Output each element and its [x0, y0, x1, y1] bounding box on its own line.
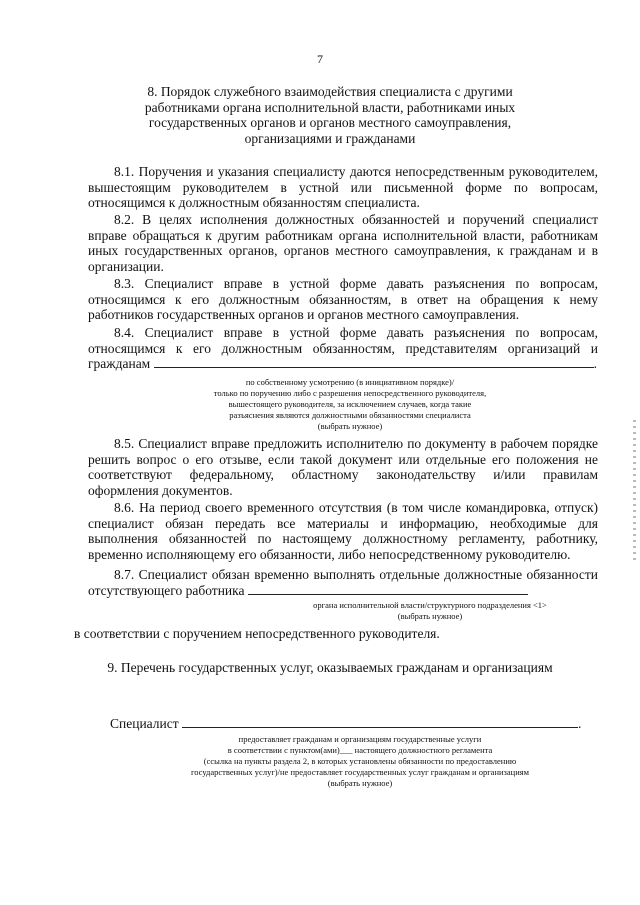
section-8-title-line: работниками органа исполнительной власти, работниками иных [144, 99, 516, 115]
note-line: (выбрать нужное) [397, 611, 463, 621]
note-line: только по поручению либо с разрешения непосредственного руководителя, [213, 388, 487, 398]
scan-artifact [633, 420, 636, 560]
paragraph-8-4: 8.4. Специалист вправе в устной форме давать разъяснения по вопросам, относящимся к его должностным обязанностям, представителям организаций и гражданам . [88, 325, 598, 371]
paragraph-8-2 [88, 212, 598, 274]
paragraph-8-5 [88, 436, 598, 498]
note-line: государственных услуг)/не предоставляет государственных услуг гражданам и организациям [190, 767, 530, 777]
note-line: разъяснения являются должностными обязанностями специалиста [229, 410, 471, 420]
note-line: в соответствии с пунктом(ами)___ настоящего должностного регламента [227, 745, 493, 755]
section-9-note [130, 734, 590, 789]
note-line: органа исполнительной власти/структурного подразделения <1> [313, 600, 547, 610]
note-line: по собственному усмотрению (в инициативном порядке)/ [245, 377, 455, 387]
fill-in-blank [154, 367, 594, 368]
note-line: (ссылка на пункты раздела 2, в которых установлены обязанности по предоставлению [203, 756, 517, 766]
paragraph-8-6-text: 8.6. На период своего временного отсутствия (в том числе командировка, отпуск) специалист обязан передать все материалы и информацию, необходимые для выполнения обязанностей по настоящему должностному регламенту, работнику, временно исполняющему его обязанности, либо непосредственному руководителю. [88, 500, 598, 562]
page-number: 7 [317, 52, 323, 66]
section-8-title-line: государственных органов и органов местного самоуправления, [148, 115, 512, 130]
paragraph-8-7-note [230, 600, 630, 622]
note-line: (выбрать нужное) [327, 778, 393, 788]
note-line: предоставляет гражданам и организациям государственные услуги [238, 734, 482, 744]
section-9-title: 9. Перечень государственных услуг, оказываемых гражданам и организациям [107, 660, 553, 675]
paragraph-8-3 [88, 276, 598, 323]
section-8-title [120, 84, 540, 146]
note-line: вышестоящего руководителя, за исключением случаев, когда такие [228, 399, 472, 409]
paragraph-8-4-note [150, 377, 550, 432]
section-9-lead: Специалист [110, 716, 179, 731]
paragraph-8-1 [88, 164, 598, 211]
paragraph-8-2-text: 8.2. В целях исполнения должностных обязанностей и поручений специалист вправе обращаться к другим работникам органа исполнительной власти, работникам иных государственных органов, органов местного самоуправления, к гражданам и в организации. [88, 212, 598, 274]
paragraph-8-3-text: 8.3. Специалист вправе в устной форме давать разъяснения по вопросам, относящимся к его должностным обязанностям, в ответ на обращения к нему работников государственных органов и органов местного самоуправления. [88, 276, 598, 322]
paragraph-8-7-text: 8.7. Специалист обязан временно выполнять отдельные должностные обязанности отсутствующего работника [88, 567, 598, 598]
paragraph-8-6 [88, 500, 598, 562]
section-8-title-line: организациями и гражданами [244, 130, 416, 146]
paragraph-8-5-text: 8.5. Специалист вправе предложить исполнителю по документу в рабочем порядке решить вопрос о его отзыве, если такой документ или отдельные его положения не соответствуют федеральному, областному законодательству и/или правилам оформления документов. [88, 436, 598, 498]
paragraph-8-7-tail: в соответствии с поручением непосредственного руководителя. [74, 626, 440, 641]
fill-in-blank [248, 594, 528, 595]
paragraph-8-7 [88, 567, 598, 598]
fill-in-blank [182, 727, 578, 728]
note-line: (выбрать нужное) [317, 421, 383, 431]
paragraph-8-4-text: 8.4. Специалист вправе в устной форме давать разъяснения по вопросам, относящимся к его должностным обязанностям, представителям организаций и гражданам [88, 325, 598, 371]
section-9-line: Специалист . [110, 716, 582, 731]
section-8-title-line: 8. Порядок служебного взаимодействия специалиста с другими [147, 84, 513, 99]
paragraph-8-1-text: 8.1. Поручения и указания специалисту даются непосредственным руководителем, вышестоящим руководителем в устной или письменной форме по вопросам, относящимся к должностным обязанностям специалиста. [88, 164, 598, 210]
